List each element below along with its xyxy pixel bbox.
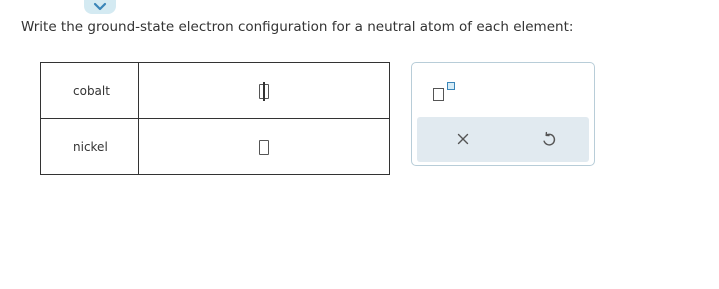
undo-button[interactable] [538,128,560,150]
superscript-base-icon [433,88,444,101]
collapse-toggle[interactable] [84,0,116,14]
answer-table [40,62,390,175]
superscript-exponent-icon [447,82,455,90]
element-label-nickel: nickel [41,119,139,175]
question-prompt: Write the ground-state electron configuration for a neutral atom of each element: [21,19,574,35]
table-row [41,63,390,119]
answer-input-cobalt[interactable] [259,84,269,99]
table-row [41,119,390,175]
close-icon [457,133,469,145]
answer-field-nickel[interactable] [139,119,390,175]
chevron-down-icon [93,2,107,11]
answer-input-nickel[interactable] [259,140,269,155]
element-label-cobalt: cobalt [41,63,139,119]
action-bar [417,117,589,162]
superscript-template-button[interactable] [433,81,459,103]
math-tool-panel [411,62,595,166]
undo-icon [541,131,557,147]
clear-button[interactable] [452,128,474,150]
answer-field-cobalt[interactable] [139,63,390,119]
